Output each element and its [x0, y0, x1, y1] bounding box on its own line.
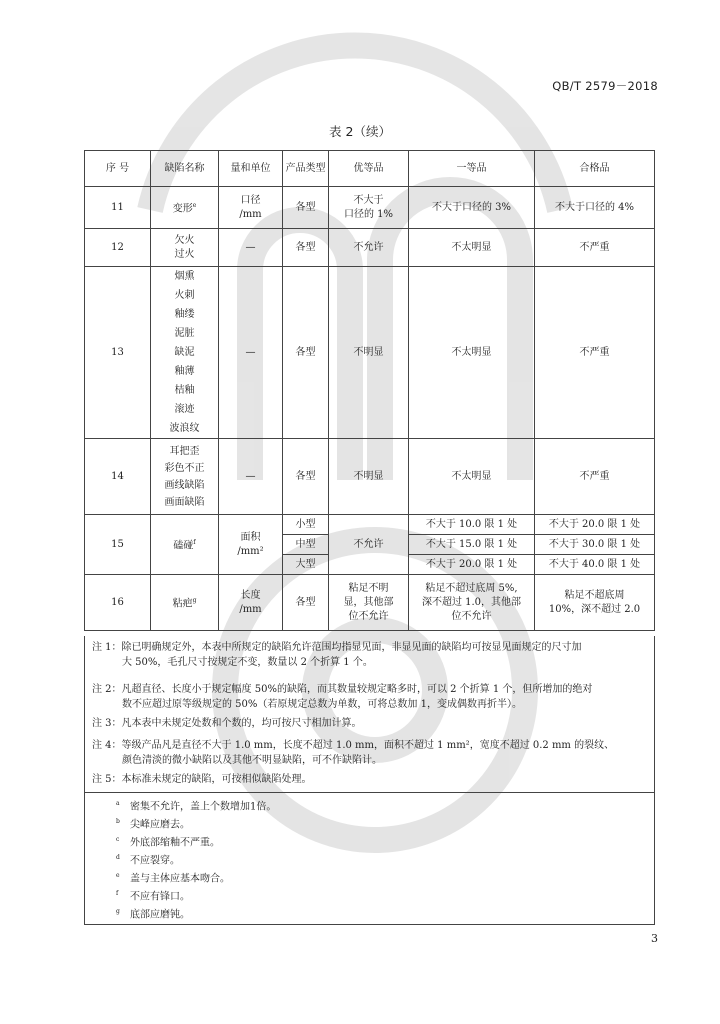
defect-table [84, 150, 655, 631]
footnote-g: g 底部应磨钝。 [116, 908, 190, 921]
qualified-cell: 粘足不超底周 10%，深不超过 2.0 [535, 575, 655, 631]
premium-cell: 不允许 [329, 229, 409, 267]
col-header-qualified: 合格品 [535, 151, 655, 187]
first-cell: 不太明显 [409, 267, 535, 439]
unit-cell: 长度 /mm [219, 575, 283, 631]
first-cell: 不大于 20.0 限 1 处 [409, 555, 535, 575]
table-row [85, 229, 655, 267]
type-cell: 各型 [283, 439, 329, 515]
footnote-f: f 不应有锋口。 [116, 890, 190, 903]
first-cell: 不大于 15.0 限 1 处 [409, 535, 535, 555]
footnote-c: c 外底部缩釉不严重。 [116, 836, 220, 849]
first-cell: 粘足不超过底周 5%, 深不超过 1.0，其他部 位不允许 [409, 575, 535, 631]
footnote-mark: g [192, 596, 197, 604]
note-2: 注 2：凡超直径、长度小于规定幅度 50%的缺陷，而其数量较规定略多时，可以 2 个折算 1 个，但所增加的绝对 数不应超过原等级规定的 50%（若原规定总数为单数，可将总数加 1，变成偶数再折半）。 [92, 684, 593, 710]
defect-name: 磕碰$^f$ [151, 515, 219, 575]
type-cell: 各型 [283, 187, 329, 229]
table-row [85, 575, 655, 631]
note-4: 注 4：等级产品凡是直径不大于 1.0 mm，长度不超过 1.0 mm，面积不超过 1 mm²，宽度不超过 0.2 mm 的裂纹、 颜色清淡的微小缺陷以及其他不明显缺陷，可不作缺陷计。 [92, 740, 615, 766]
row-no: 13 [85, 267, 151, 439]
row-no: 16 [85, 575, 151, 631]
type-cell: 各型 [283, 575, 329, 631]
premium-cell: 不明显 [329, 267, 409, 439]
type-cell: 大型 [283, 555, 329, 575]
qualified-cell: 不大于 30.0 限 1 处 [535, 535, 655, 555]
footnote-d: d 不应裂穿。 [116, 854, 180, 867]
col-header-unit: 量和单位 [219, 151, 283, 187]
first-cell: 不太明显 [409, 229, 535, 267]
table-title: 表 2（续） [329, 124, 391, 139]
type-cell: 各型 [283, 267, 329, 439]
row-no: 14 [85, 439, 151, 515]
table-row [85, 187, 655, 229]
row-no: 11 [85, 187, 151, 229]
type-cell: 小型 [283, 515, 329, 535]
footnote-b: b 尖峰应磨去。 [116, 818, 190, 831]
table-row [85, 267, 655, 439]
first-cell: 不大于口径的 3% [409, 187, 535, 229]
qualified-cell: 不大于 20.0 限 1 处 [535, 515, 655, 535]
premium-cell: 粘足不明 显，其他部 位不允许 [329, 575, 409, 631]
footnote-e: e 盖与主体应基本吻合。 [116, 872, 230, 885]
note-5: 注 5：本标准未规定的缺陷，可按相似缺陷处理。 [92, 774, 312, 785]
col-header-type: 产品类型 [283, 151, 329, 187]
premium-cell: 不明显 [329, 439, 409, 515]
unit-cell: 面积 /mm² [219, 515, 283, 575]
defect-name: 烟熏 火刺 釉缕 泥脏 缺泥 釉薄 桔釉 滚迹 波浪纹 [151, 267, 219, 439]
type-cell: 中型 [283, 535, 329, 555]
premium-cell: 不大于 口径的 1% [329, 187, 409, 229]
col-header-defect: 缺陷名称 [151, 151, 219, 187]
col-header-no: 序 号 [85, 151, 151, 187]
footnote-mark: e [192, 201, 197, 209]
qualified-cell: 不严重 [535, 439, 655, 515]
footnote-a: a 密集不允许，盖上个数增加1倍。 [116, 800, 277, 813]
qualified-cell: 不严重 [535, 267, 655, 439]
qualified-cell: 不大于口径的 4% [535, 187, 655, 229]
defect-name: 粘疤$^g$ [151, 575, 219, 631]
footnote-mark: f [193, 538, 196, 546]
row-no: 12 [85, 229, 151, 267]
defect-name: 欠火 过火 [151, 229, 219, 267]
notes-divider [84, 792, 654, 793]
note-1: 注 1：除已明确规定外，本表中所规定的缺陷允许范围均指显见面，非显见面的缺陷均可按显见面规定的尺寸加 大 50%，毛孔尺寸按规定不变，数量以 2 个折算 1 个。 [92, 642, 582, 668]
unit-cell: — [219, 439, 283, 515]
page-number: 3 [651, 932, 658, 945]
unit-cell: 口径 /mm [219, 187, 283, 229]
qualified-cell: 不严重 [535, 229, 655, 267]
type-cell: 各型 [283, 229, 329, 267]
standard-number: QB/T 2579－2018 [552, 79, 658, 93]
table-row [85, 439, 655, 515]
unit-cell: — [219, 229, 283, 267]
table-row [85, 515, 655, 535]
qualified-cell: 不大于 40.0 限 1 处 [535, 555, 655, 575]
table-header-row [85, 151, 655, 187]
defect-name: 变形$^e$ [151, 187, 219, 229]
row-no: 15 [85, 515, 151, 575]
note-3: 注 3：凡本表中未规定处数和个数的，均可按尺寸相加计算。 [92, 718, 362, 729]
col-header-first: 一等品 [409, 151, 535, 187]
col-header-premium: 优等品 [329, 151, 409, 187]
premium-cell: 不允许 [329, 515, 409, 575]
first-cell: 不大于 10.0 限 1 处 [409, 515, 535, 535]
unit-cell: — [219, 267, 283, 439]
defect-name: 耳把歪 彩色不正 画线缺陷 画面缺陷 [151, 439, 219, 515]
first-cell: 不太明显 [409, 439, 535, 515]
